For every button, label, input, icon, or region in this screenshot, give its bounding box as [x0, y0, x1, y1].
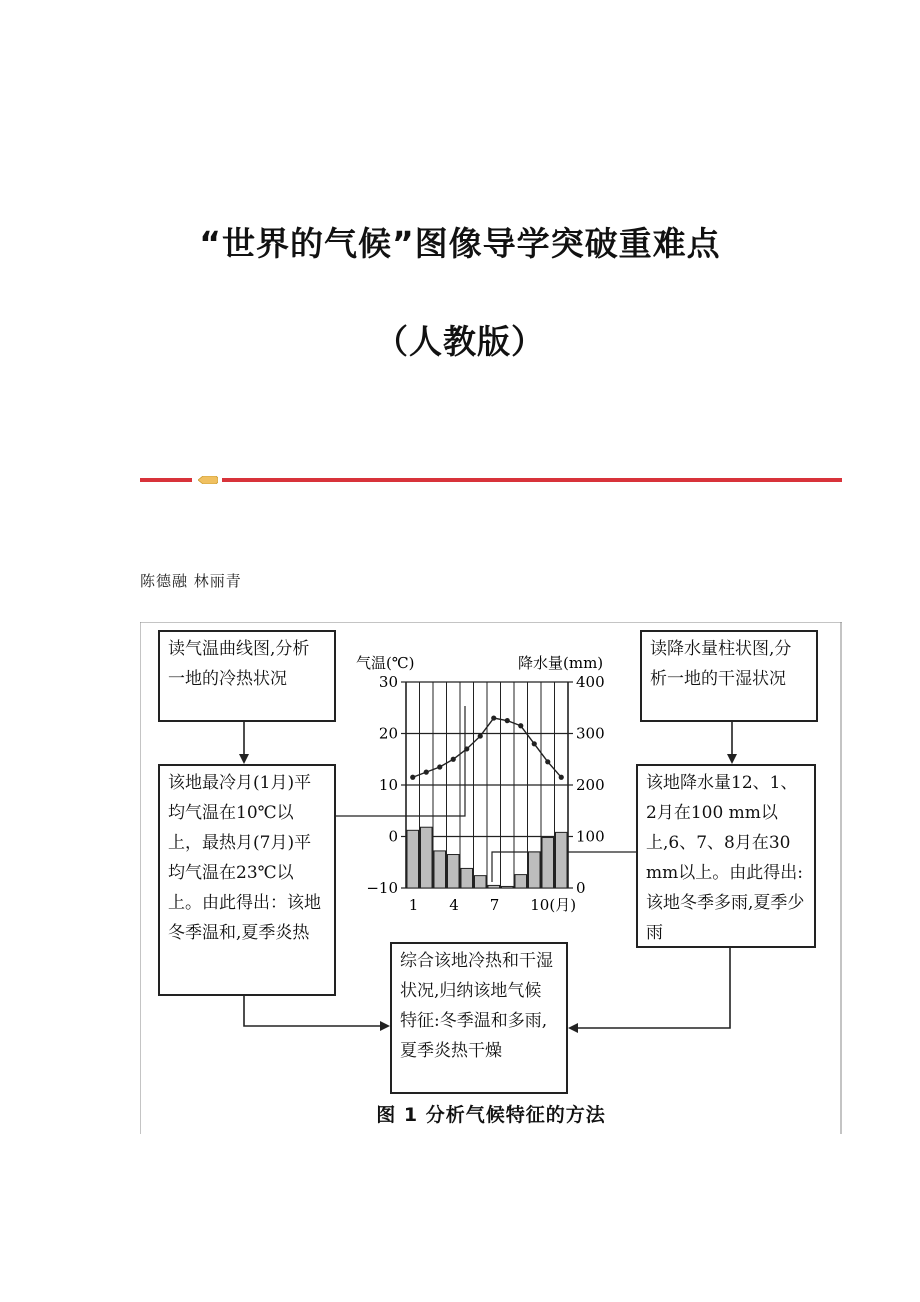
precipitation-bar	[488, 885, 500, 888]
x-tick-label: 10(月)	[530, 896, 577, 914]
conclusion-box: 综合该地冷热和干湿状况,归纳该地气候特征:冬季温和多雨,夏季炎热干燥	[390, 942, 568, 1094]
right-tick-label: 100	[576, 827, 605, 846]
precipitation-bar	[515, 875, 527, 888]
precipitation-bar	[502, 886, 514, 888]
x-tick-label: 7	[489, 896, 500, 914]
left-tick-label: −10	[366, 879, 398, 897]
precipitation-bar	[529, 852, 541, 888]
temperature-analysis-box: 该地最冷月(1月)平均气温在10℃以上，最热月(7月)平均气温在23℃以上。由此得出：该地冬季温和,夏季炎热	[158, 764, 336, 996]
temperature-point	[559, 775, 564, 780]
precipitation-analysis-box: 该地降水量12、1、2月在100 mm以上,6、7、8月在30 mm以上。由此得出:该地冬季多雨,夏季少雨	[636, 764, 816, 948]
x-tick-label: 1	[408, 896, 419, 914]
read-precipitation-box: 读降水量柱状图,分析一地的干湿状况	[640, 630, 818, 722]
temperature-point	[410, 775, 415, 780]
precipitation-bar	[556, 832, 568, 888]
temperature-point	[518, 723, 523, 728]
temperature-point	[451, 757, 456, 762]
temperature-axis-title: 气温(℃)	[356, 654, 415, 672]
precipitation-bar	[407, 830, 419, 888]
precipitation-bar	[448, 855, 460, 888]
divider-left	[140, 478, 192, 482]
authors: 陈德融 林丽青	[140, 572, 242, 590]
arrow-down-icon	[239, 754, 249, 764]
temperature-point	[464, 746, 469, 751]
climate-chart	[356, 654, 605, 914]
precipitation-bar	[542, 838, 554, 888]
arrow-right-icon	[380, 1021, 390, 1031]
precipitation-bar	[461, 868, 473, 888]
arrow-left-icon	[568, 1023, 578, 1033]
precipitation-bar	[434, 851, 446, 888]
temperature-point	[491, 715, 496, 720]
left-tick-label: 30	[378, 673, 398, 691]
temperature-point	[505, 718, 510, 723]
temperature-point	[437, 764, 442, 769]
temperature-point	[424, 770, 429, 775]
precipitation-bar	[421, 827, 433, 888]
right-tick-label: 200	[576, 776, 605, 794]
left-tick-label: 10	[378, 776, 398, 794]
read-temperature-box: 读气温曲线图,分析一地的冷热状况	[158, 630, 336, 722]
left-tick-label: 0	[388, 827, 398, 846]
right-tick-label: 0	[576, 879, 586, 897]
temperature-point	[532, 741, 537, 746]
temperature-point	[545, 759, 550, 764]
left-tick-label: 20	[378, 724, 398, 743]
right-tick-label: 400	[576, 673, 605, 691]
document-title: “世界的气候”图像导学突破重难点	[199, 224, 721, 263]
temperature-point	[478, 733, 483, 738]
pencil-icon	[198, 476, 218, 484]
arrow-down-icon	[727, 754, 737, 764]
climate-figure	[140, 622, 842, 1134]
precipitation-bar	[475, 876, 487, 888]
right-tick-label: 300	[576, 724, 605, 743]
document-subtitle: （人教版）	[375, 322, 545, 361]
precipitation-axis-title: 降水量(mm)	[518, 654, 604, 672]
divider-right	[222, 478, 842, 482]
x-tick-label: 4	[449, 896, 459, 914]
figure-caption: 图 1 分析气候特征的方法	[376, 1104, 606, 1126]
